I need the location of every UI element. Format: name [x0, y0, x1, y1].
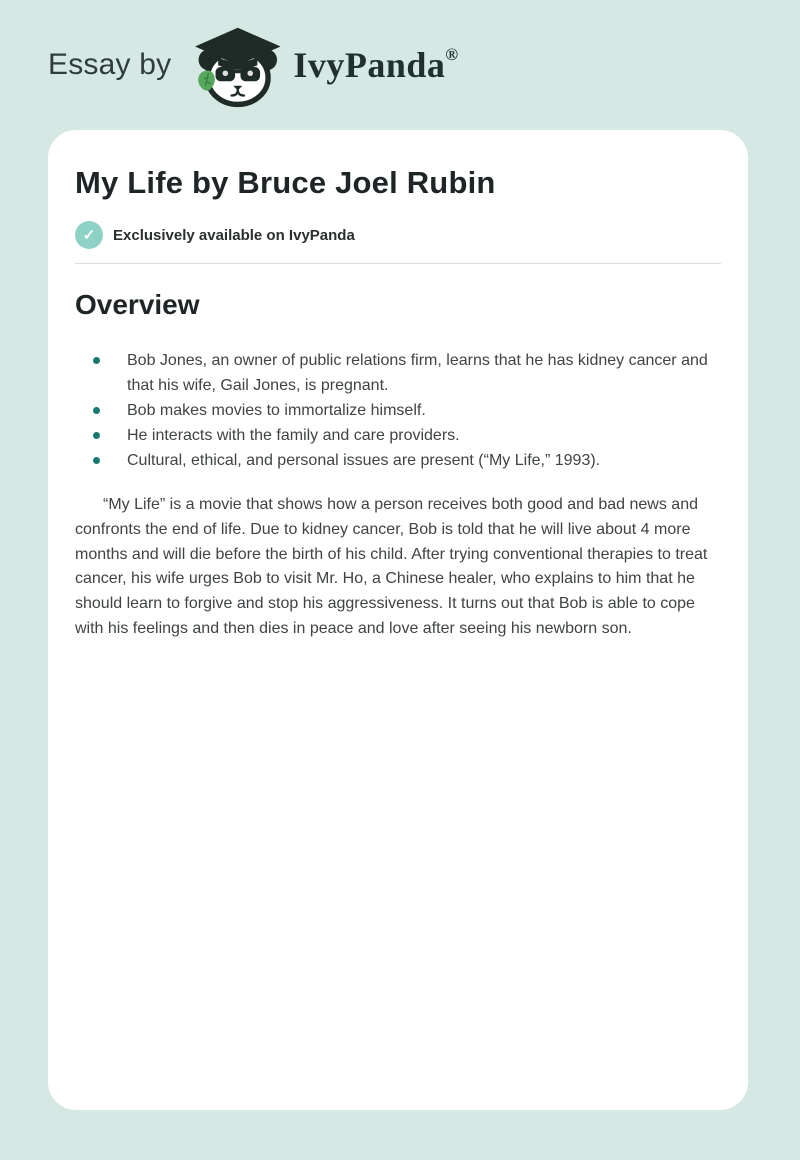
overview-heading: Overview [75, 289, 200, 320]
overview-paragraph: “My Life” is a movie that shows how a person receives both good and bad news and confronts the end of life. Due to kidney cancer, Bob is told that he will live about 4 more months and will die before the birth of his child. After trying conventional therapies to treat cancer, his wife urges Bob to visit Mr. Ho, a Chinese healer, who explains to him that he should learn to forgive and stop his aggressiveness. It turns out that Bob is able to cope with his feelings and then dies in peace and love after seeing his newborn son. [75, 496, 708, 637]
brand-name: IvyPanda [293, 45, 446, 85]
list-item-text: Cultural, ethical, and personal issues are present (“My Life,” 1993). [127, 452, 601, 469]
header [0, 0, 800, 130]
overview-list [75, 348, 721, 473]
exclusive-badge-label: Exclusively available on IvyPanda [113, 226, 355, 244]
divider [75, 263, 721, 264]
bullet-icon [93, 457, 100, 464]
essay-card [48, 130, 748, 1110]
list-item-text: He interacts with the family and care providers. [127, 427, 460, 444]
brand-wordmark [293, 44, 458, 86]
exclusive-badge [75, 221, 721, 249]
bullet-icon [93, 432, 100, 439]
essay-title: My Life by Bruce Joel Rubin [75, 165, 496, 200]
list-item [75, 423, 721, 448]
list-item-text: Bob makes movies to immortalize himself. [127, 402, 426, 419]
bullet-icon [93, 357, 100, 364]
registered-mark: ® [445, 45, 459, 64]
list-item-text: Bob Jones, an owner of public relations firm, learns that he has kidney cancer and that his wife, Gail Jones, is pregnant. [127, 352, 708, 394]
check-icon: ✓ [75, 221, 103, 249]
essay-by-label: Essay by [48, 48, 172, 81]
ivypanda-panda-graduate-icon [185, 26, 287, 108]
list-item [75, 448, 721, 473]
list-item [75, 348, 721, 398]
list-item [75, 398, 721, 423]
bullet-icon [93, 407, 100, 414]
